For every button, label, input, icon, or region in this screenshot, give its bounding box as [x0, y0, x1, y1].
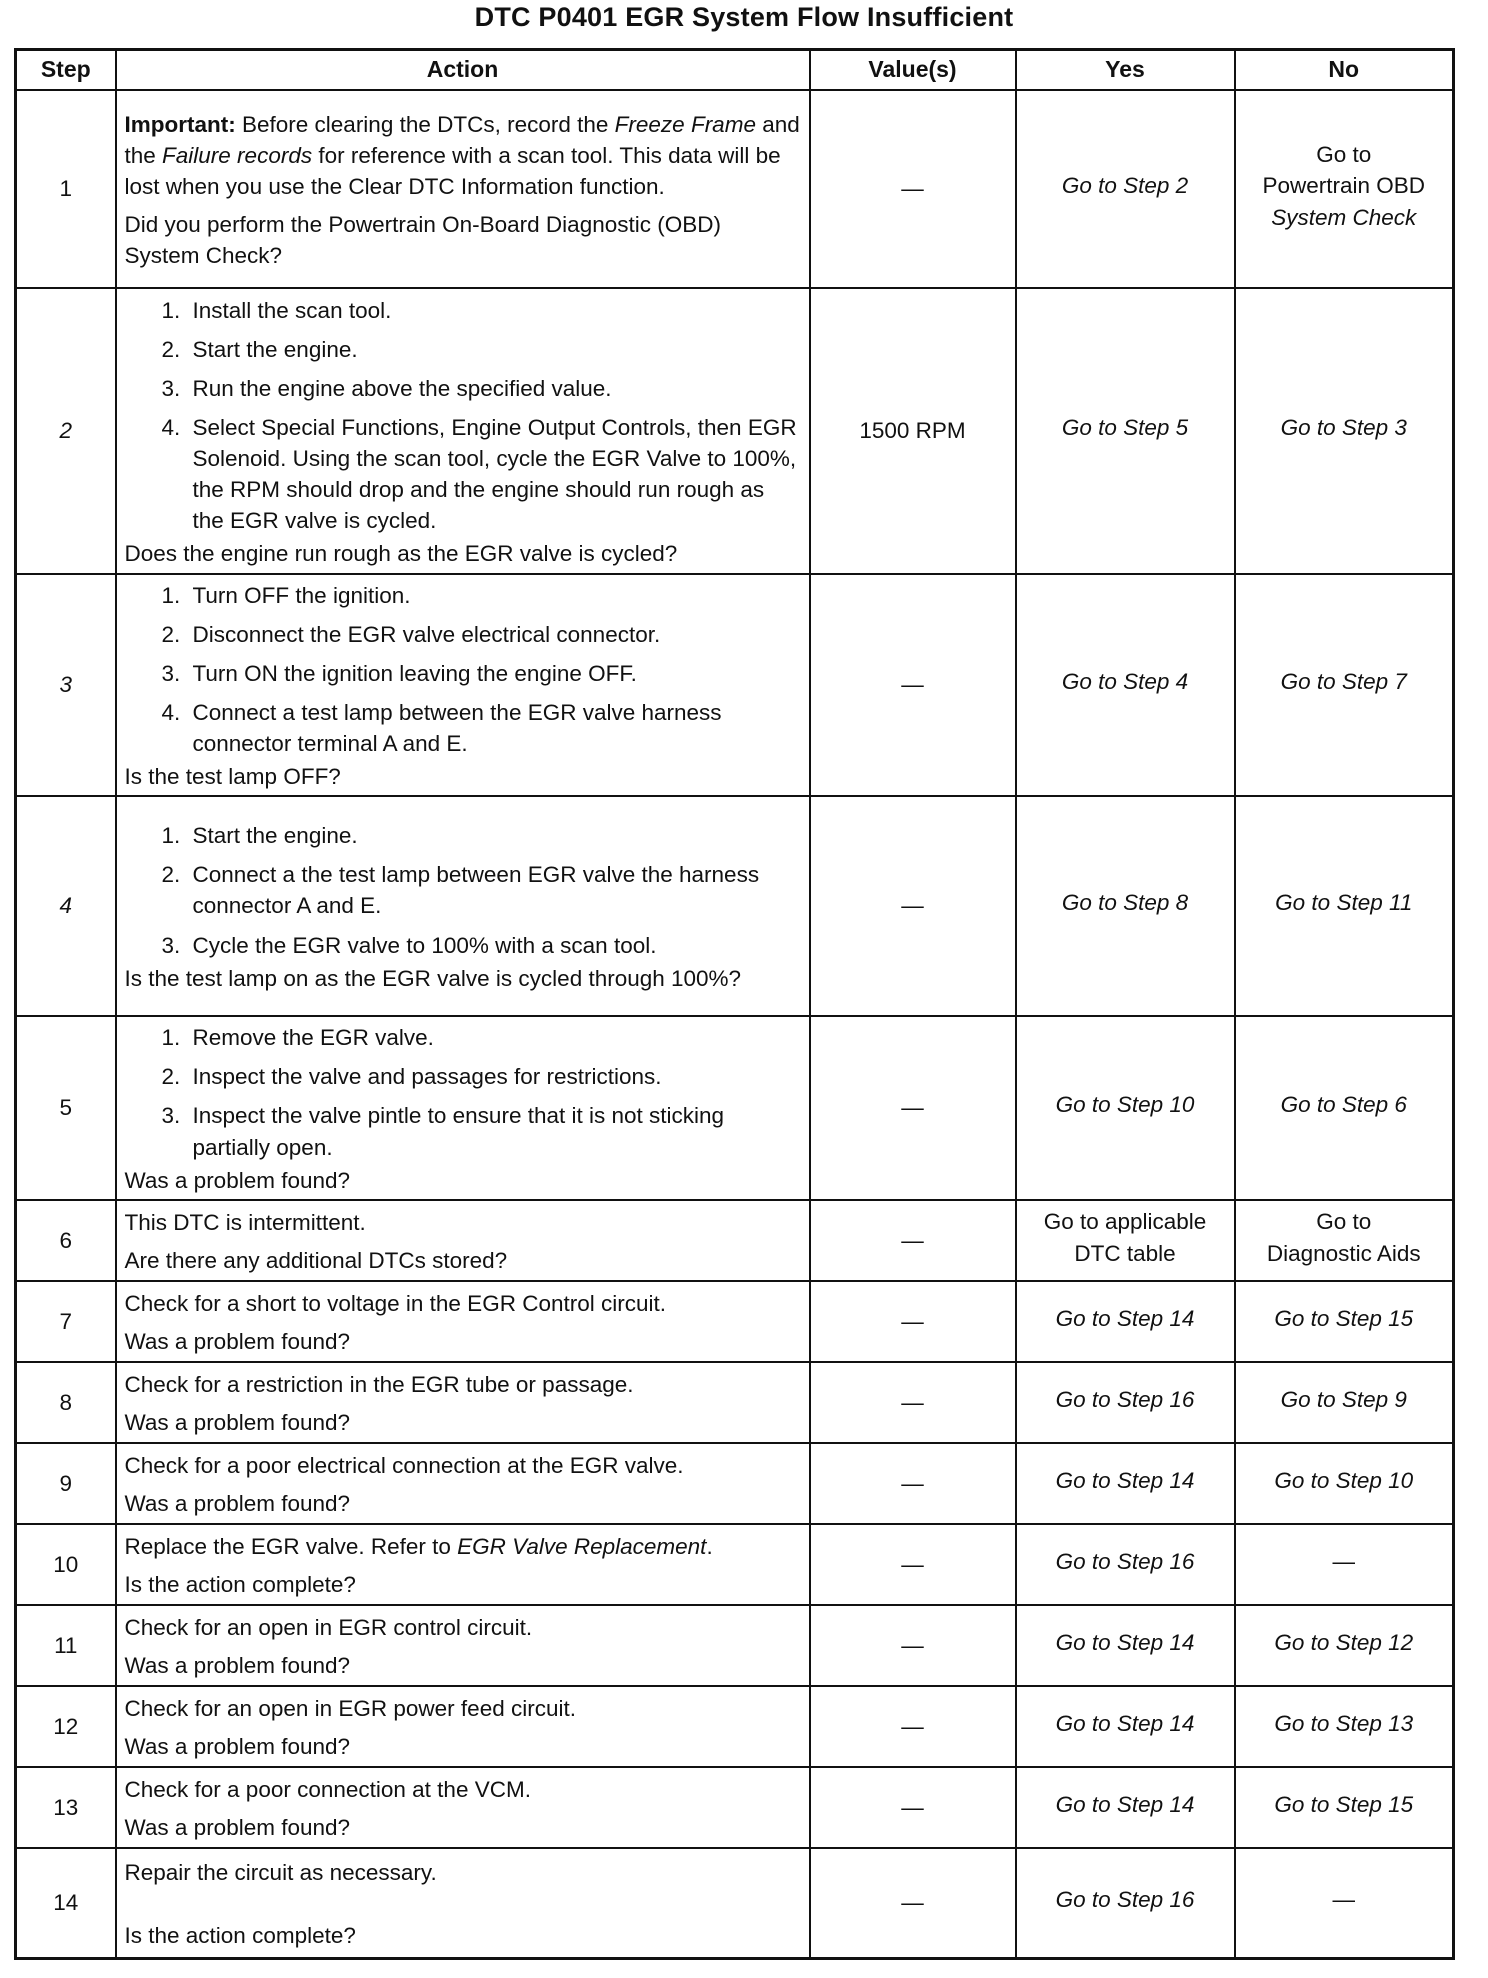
no-cell — [1235, 1605, 1454, 1686]
egr-valve-replacement-ref[interactable]: EGR Valve Replacement — [457, 1534, 707, 1560]
yes-cell — [1016, 1848, 1235, 1958]
table-row — [16, 288, 1454, 574]
value-cell: — — [810, 90, 1016, 288]
question-text: Are there any additional DTCs stored? — [124, 1247, 508, 1273]
freeze-frame-term: Freeze Frame — [614, 112, 756, 138]
question-text: Was a problem found? — [124, 1733, 351, 1759]
no-cell — [1235, 288, 1454, 574]
action-text: Check for a short to voltage in the EGR Control circuit. — [124, 1291, 666, 1317]
no-link[interactable]: Go to Step 7 — [1280, 669, 1407, 695]
action-cell — [116, 1524, 810, 1605]
action-steps — [125, 295, 801, 536]
yes-cell — [1016, 1686, 1235, 1767]
value-cell: — — [810, 1362, 1016, 1443]
no-link[interactable]: Go to Step 11 — [1275, 890, 1413, 916]
table-row — [16, 1767, 1454, 1848]
no-link[interactable]: System Check — [1271, 204, 1417, 230]
table-row — [16, 1848, 1454, 1958]
question-text: Was a problem found? — [124, 1652, 351, 1678]
no-line: Go to — [1316, 142, 1372, 168]
col-yes-header: Yes — [1016, 50, 1235, 91]
question-text: Was a problem found? — [124, 1167, 351, 1193]
yes-link[interactable]: Go to Step 10 — [1055, 1092, 1195, 1118]
yes-cell — [1016, 1767, 1235, 1848]
table-row — [16, 1362, 1454, 1443]
list-item: 2. Connect a the test lamp between EGR valve the harness connector A and E. — [187, 859, 801, 921]
action-cell — [116, 1281, 810, 1362]
value-cell: — — [810, 1524, 1016, 1605]
yes-line[interactable]: Go to applicable — [1043, 1209, 1207, 1235]
value-cell: — — [810, 1200, 1016, 1281]
yes-link[interactable]: Go to Step 2 — [1061, 173, 1189, 199]
action-text: Repair the circuit as necessary. — [124, 1859, 437, 1885]
col-no-header: No — [1235, 50, 1454, 91]
value-cell: — — [810, 1605, 1016, 1686]
action-steps — [125, 1022, 801, 1162]
step-number: 1 — [16, 90, 116, 288]
action-cell — [116, 1767, 810, 1848]
list-item: 2. Disconnect the EGR valve electrical connector. — [187, 619, 801, 650]
no-link[interactable]: Go to Step 3 — [1280, 415, 1407, 441]
no-link[interactable]: Go to Step 9 — [1280, 1386, 1407, 1412]
action-cell — [116, 1848, 810, 1958]
yes-link[interactable]: Go to Step 14 — [1055, 1629, 1195, 1655]
no-cell — [1235, 90, 1454, 288]
action-cell — [116, 1605, 810, 1686]
value-cell: — — [810, 1281, 1016, 1362]
value-cell: — — [810, 1016, 1016, 1200]
no-cell — [1235, 796, 1454, 1016]
list-item: 4. Select Special Functions, Engine Output Controls, then EGR Solenoid. Using the scan tool, cycle the EGR Valve to 100%, the RPM should drop and the engine should run rough as the EGR valve is cycled. — [187, 412, 801, 536]
yes-cell — [1016, 90, 1235, 288]
action-text: Check for a restriction in the EGR tube or passage. — [124, 1372, 634, 1398]
yes-cell — [1016, 1200, 1235, 1281]
table-row — [16, 796, 1454, 1016]
step-number: 10 — [16, 1524, 116, 1605]
step-number: 7 — [16, 1281, 116, 1362]
table-row — [16, 1605, 1454, 1686]
failure-records-term: Failure records — [162, 143, 313, 169]
question-text: Was a problem found? — [124, 1328, 351, 1354]
action-cell — [116, 288, 810, 574]
question-text: Is the test lamp OFF? — [124, 764, 341, 790]
list-item: 1. Remove the EGR valve. — [187, 1022, 801, 1053]
no-cell — [1235, 1281, 1454, 1362]
value-cell: — — [810, 574, 1016, 796]
action-text: Check for an open in EGR power feed circuit. — [124, 1696, 576, 1722]
question-text: Does the engine run rough as the EGR valve is cycled? — [124, 541, 678, 567]
yes-link[interactable]: Go to Step 4 — [1061, 669, 1189, 695]
no-cell — [1235, 1362, 1454, 1443]
value-cell: — — [810, 1443, 1016, 1524]
yes-link[interactable]: Go to Step 14 — [1055, 1467, 1195, 1493]
action-cell — [116, 1016, 810, 1200]
list-item: 3. Turn ON the ignition leaving the engine OFF. — [187, 658, 801, 689]
yes-link[interactable]: Go to Step 16 — [1055, 1887, 1195, 1913]
diagnostic-table — [14, 48, 1455, 1960]
no-link[interactable]: Go to Step 6 — [1280, 1092, 1407, 1118]
yes-cell — [1016, 1605, 1235, 1686]
list-item: 4. Connect a test lamp between the EGR valve harness connector terminal A and E. — [187, 697, 801, 759]
no-link[interactable]: Go to Step 12 — [1274, 1629, 1414, 1655]
yes-link[interactable]: Go to Step 16 — [1055, 1548, 1195, 1574]
no-line[interactable]: Go to — [1316, 1209, 1372, 1235]
list-item: 3. Run the engine above the specified value. — [187, 373, 801, 404]
value-cell: 1500 RPM — [810, 288, 1016, 574]
header-row — [16, 50, 1454, 91]
question-text: Did you perform the Powertrain On-Board Diagnostic (OBD) System Check? — [124, 211, 721, 268]
important-note: Important: Before clearing the DTCs, record the Freeze Frame and the Failure records for reference with a scan tool. This data will be lost when you use the Clear DTC Information function. — [124, 112, 800, 200]
action-text: Replace the EGR valve. Refer to EGR Valve Replacement. — [124, 1534, 713, 1560]
action-text: This DTC is intermittent. — [124, 1210, 366, 1236]
action-cell — [116, 1200, 810, 1281]
action-cell — [116, 574, 810, 796]
yes-cell — [1016, 1524, 1235, 1605]
yes-cell — [1016, 1016, 1235, 1200]
yes-cell — [1016, 796, 1235, 1016]
yes-cell — [1016, 1281, 1235, 1362]
table-row — [16, 1200, 1454, 1281]
step-number: 5 — [16, 1016, 116, 1200]
list-item: 2. Inspect the valve and passages for restrictions. — [187, 1061, 801, 1092]
step-number: 12 — [16, 1686, 116, 1767]
step-number: 6 — [16, 1200, 116, 1281]
action-text: Check for an open in EGR control circuit. — [124, 1615, 533, 1641]
step-number: 14 — [16, 1848, 116, 1958]
no-link[interactable]: Go to Step 10 — [1274, 1467, 1414, 1493]
list-item: 3. Cycle the EGR valve to 100% with a scan tool. — [187, 930, 801, 961]
action-cell — [116, 1443, 810, 1524]
col-values-header: Value(s) — [810, 50, 1016, 91]
yes-link[interactable]: Go to Step 8 — [1061, 890, 1189, 916]
list-item: 3. Inspect the valve pintle to ensure that it is not sticking partially open. — [187, 1100, 801, 1162]
no-line: Powertrain OBD — [1262, 173, 1426, 199]
no-cell — [1235, 1767, 1454, 1848]
action-cell — [116, 796, 810, 1016]
yes-cell — [1016, 1362, 1235, 1443]
yes-link[interactable]: Go to Step 14 — [1055, 1710, 1195, 1736]
value-cell: — — [810, 1848, 1016, 1958]
no-link[interactable]: Go to Step 15 — [1274, 1305, 1414, 1331]
step-number: 4 — [16, 796, 116, 1016]
table-row — [16, 1281, 1454, 1362]
no-cell: — — [1235, 1848, 1454, 1958]
yes-cell — [1016, 574, 1235, 796]
list-item: 1. Turn OFF the ignition. — [187, 580, 801, 611]
yes-cell — [1016, 1443, 1235, 1524]
yes-line[interactable]: DTC table — [1074, 1240, 1176, 1266]
important-label: Important: — [124, 112, 236, 138]
step-number: 9 — [16, 1443, 116, 1524]
no-cell — [1235, 574, 1454, 796]
question-text: Is the action complete? — [124, 1571, 356, 1597]
value-cell: — — [810, 1686, 1016, 1767]
action-steps — [125, 820, 801, 960]
yes-link[interactable]: Go to Step 14 — [1055, 1791, 1195, 1817]
no-link[interactable]: Go to Step 15 — [1274, 1791, 1414, 1817]
action-cell — [116, 1686, 810, 1767]
step-number: 2 — [16, 288, 116, 574]
yes-link[interactable]: Go to Step 16 — [1055, 1386, 1195, 1412]
action-cell — [116, 90, 810, 288]
action-steps — [125, 580, 801, 759]
step-number: 8 — [16, 1362, 116, 1443]
table-row — [16, 1016, 1454, 1200]
step-number: 13 — [16, 1767, 116, 1848]
no-cell — [1235, 1443, 1454, 1524]
question-text: Was a problem found? — [124, 1490, 351, 1516]
table-row — [16, 1524, 1454, 1605]
no-cell — [1235, 1686, 1454, 1767]
question-text: Was a problem found? — [124, 1814, 351, 1840]
no-link[interactable]: Go to Step 13 — [1274, 1710, 1414, 1736]
page-title: DTC P0401 EGR System Flow Insufficient — [474, 2, 1014, 32]
value-cell: — — [810, 1767, 1016, 1848]
list-item: 1. Install the scan tool. — [187, 295, 801, 326]
no-cell — [1235, 1016, 1454, 1200]
table-row — [16, 1686, 1454, 1767]
table-row — [16, 574, 1454, 796]
question-text: Is the action complete? — [124, 1922, 356, 1948]
yes-link[interactable]: Go to Step 14 — [1055, 1305, 1195, 1331]
step-number: 3 — [16, 574, 116, 796]
no-cell: — — [1235, 1524, 1454, 1605]
action-text: Check for a poor connection at the VCM. — [124, 1777, 531, 1803]
list-item: 1. Start the engine. — [187, 820, 801, 851]
value-cell: — — [810, 796, 1016, 1016]
action-text: Check for a poor electrical connection at the EGR valve. — [124, 1453, 684, 1479]
table-row — [16, 1443, 1454, 1524]
question-text: Was a problem found? — [124, 1409, 351, 1435]
no-cell — [1235, 1200, 1454, 1281]
yes-link[interactable]: Go to Step 5 — [1061, 415, 1189, 441]
step-number: 11 — [16, 1605, 116, 1686]
list-item: 2. Start the engine. — [187, 334, 801, 365]
col-action-header: Action — [116, 50, 810, 91]
no-line[interactable]: Diagnostic Aids — [1266, 1240, 1421, 1266]
col-step-header: Step — [16, 50, 116, 91]
question-text: Is the test lamp on as the EGR valve is cycled through 100%? — [124, 965, 742, 991]
action-cell — [116, 1362, 810, 1443]
yes-cell — [1016, 288, 1235, 574]
table-row — [16, 90, 1454, 288]
